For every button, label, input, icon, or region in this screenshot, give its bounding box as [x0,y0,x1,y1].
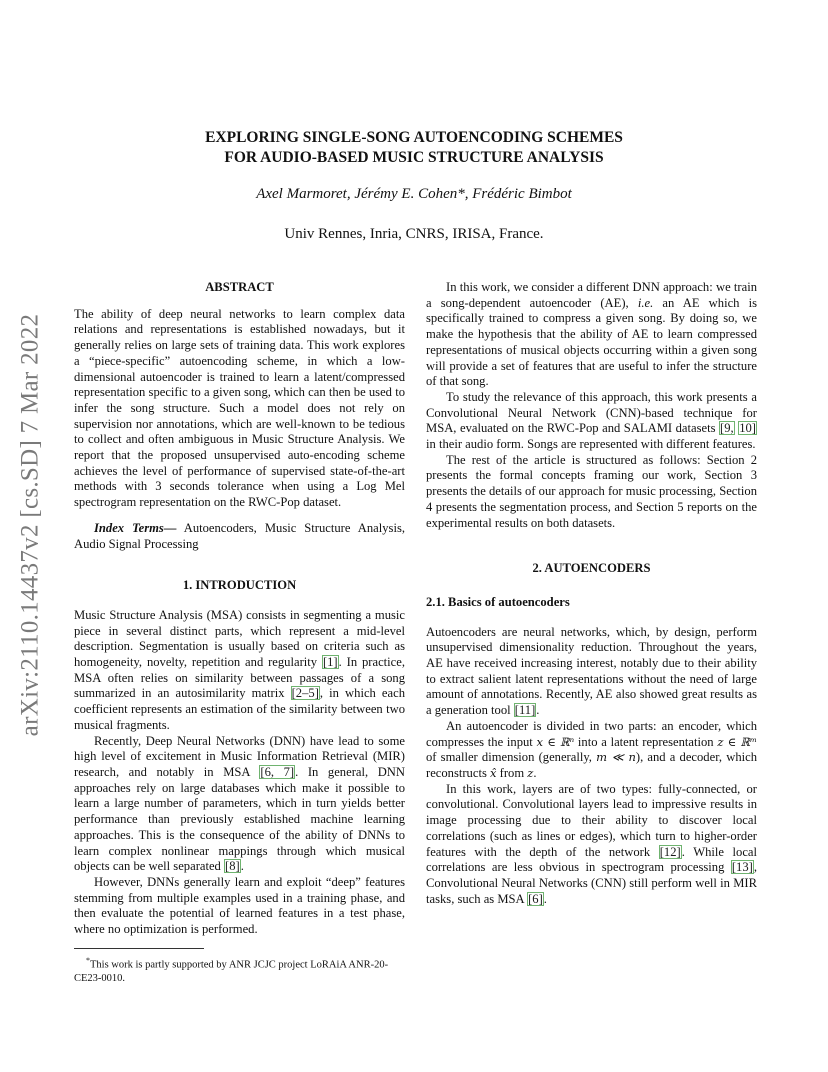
basics-subheading: 2.1. Basics of autoencoders [426,594,570,609]
ae-p2-text-b: into a latent representation [574,734,718,749]
footnote-text: This work is partly supported by ANR JCJC project LoRAiA ANR-20-CE23-0010. [74,959,389,984]
paper-title-line-2: FOR AUDIO-BASED MUSIC STRUCTURE ANALYSIS [224,149,604,166]
footnote [74,954,405,986]
citation-link[interactable]: [9, [720,421,734,436]
citation-link[interactable]: [8] [225,859,240,874]
index-terms [74,521,405,552]
citation-link[interactable]: [13] [731,860,753,875]
ae-p2-text-e: from [496,765,528,780]
intro-p2-text-b: . In general, DNN approaches rely on large databases which make it possible to learn a large number of parameters, which in turn yields better performance than previously established machine learning approaches. This is the consequence of the ability of DNNs to learn complex nonlinear mappings through which musical objects can be well separated [74,764,405,874]
footnote-mark: * [86,956,90,965]
index-terms-label: Index Terms— [94,520,177,535]
citation-link[interactable]: [2–5] [291,686,319,701]
abstract-heading: ABSTRACT [205,280,274,294]
intro-p2-text-c: . [240,859,244,874]
ae-p3-text-a: In this work, layers are of two types: fully-connected, or convolutional. Convolutional layers lead to impressive results in image processing due to their ability to discover local correlations (such as lines or edges), which turn to higher-order features with the depth of the network [426,781,757,859]
citation-link[interactable]: [6] [528,891,543,906]
ae-p3-text-c: , Convolutional Neural Networks (CNN) still perform well in MIR tasks, such as MSA [426,860,757,906]
arxiv-identifier-stamp [10,290,50,760]
ae-p1-text-b: . [536,703,540,718]
ae-paragraph-2 [426,719,757,782]
intro-p2-text-a: Recently, Deep Neural Networks (DNN) have lead to some high level of excitement in Music Information Retrieval (MIR) research, and notably in MSA [74,733,405,779]
introduction-heading: 1. INTRODUCTION [182,578,297,593]
citation-link[interactable]: [12] [659,844,681,859]
intro-paragraph-4 [426,280,757,390]
ae-p2-text-f: . [533,765,537,780]
math-expression: z ∈ ℝᵐ [717,734,757,749]
paper-title [0,128,828,168]
math-expression: x̂ [490,765,497,780]
paper-title-line-1: EXPLORING SINGLE-SONG AUTOENCODING SCHEMES [205,129,623,146]
footnote-divider [74,948,204,949]
abstract-text: The ability of deep neural networks to learn complex data relations and representations is established nowadays, but it generally relies on large sets of training data. This work explores a “piece-specific” autoencoding scheme, in which a low-dimensional autoencoder is trained to learn a latent/compressed representation specific to a given song, which can then be used to infer the song structure. Such a model does not rely on supervision nor annotations, which are well-known to be tedious to collect and often ambiguous in Music Structure Analysis. We report that the proposed unsupervised auto-encoding scheme achieves the level of performance of supervised state-of-the-art methods with 3 seconds tolerance when using a Log Mel spectrogram representation on the RWC-Pop dataset. [74,306,405,510]
intro-p1-text-b: . In practice, MSA often relies on similarity between passages of a song summarized in an autosimilarity matrix [74,655,405,701]
ae-paragraph-1 [426,625,757,719]
ae-p3-text-d: . [543,891,547,906]
intro-paragraph-6: The rest of the article is structured as follows: Section 2 presents the formal concepts framing our work, Section 3 presents the details of our approach for music processing, Section 4 presents the segmentation process, and Section 5 reports on the experimental results on both datasets. [426,452,757,530]
intro-paragraph-1 [74,608,405,734]
intro-p1-text-c: , in which each coefficient represents an estimation of the similarity between two musical fragments. [74,686,406,732]
math-expression: m ≪ n [596,750,636,765]
intro-p4-text-b: an AE which is specifically trained to compress a given song. By doing so, we make the hypothesis that the ability of AE to learn compressed representations of musical objects occurring within a given song will provide a set of features that are useful to infer the structure of that song. [426,295,758,389]
intro-p4-text-a: In this work, we consider a different DNN approach: we train a song-dependent autoencoder (AE), [426,280,757,310]
math-expression: x ∈ ℝⁿ [536,734,575,749]
intro-paragraph-2 [74,734,405,875]
intro-paragraph-3: However, DNNs generally learn and exploit “deep” features stemming from multiple examples used in a training phase, and then evaluate the potential of learned features in a test phase, where no optimization is performed. [74,874,405,937]
citation-link[interactable]: [11] [514,703,536,718]
arxiv-identifier-text: arXiv:2110.14437v2 [cs.SD] 7 Mar 2022 [16,313,43,737]
ae-p2-text-c: of smaller dimension (generally, [426,750,597,765]
ae-p2-text-a: An autoencoder is divided in two parts: an encoder, which compresses the input [426,718,757,749]
autoencoders-heading: 2. AUTOENCODERS [532,561,651,576]
citation-link[interactable]: [1] [322,655,338,670]
intro-p5-text-a: To study the relevance of this approach, this work presents a Convolutional Neural Network (CNN)-based technique for MSA, evaluated on the RWC-Pop and SALAMI datasets [426,389,757,436]
left-column [74,280,405,938]
author-list: Axel Marmoret, Jérémy E. Cohen*, Frédéric Bimbot [256,186,572,202]
index-terms-text: Autoencoders, Music Structure Analysis, Audio Signal Processing [74,520,406,551]
citation-link[interactable]: [6, 7] [260,764,295,779]
math-expression: z [527,765,534,780]
ae-p3-text-b: . While local correlations are less obvious in spectrogram processing [426,844,757,875]
citation-link[interactable]: 10] [739,421,756,436]
intro-p4-ie: i.e. [637,295,654,310]
ae-p2-text-d: ), and a decoder, which reconstructs [426,750,757,780]
intro-p5-text-b: in their audio form. Songs are represented with different features. [426,437,756,452]
affiliation: Univ Rennes, Inria, CNRS, IRISA, France. [284,226,544,242]
intro-paragraph-5 [426,390,757,453]
ae-p1-text-a: Autoencoders are neural networks, which, by design, perform unsupervised dimensionality reduction. Throughout the years, AE have received increasing interest, notably due to their ability to extract salient latent representations without the need of large amount of annotations. Recently, AE also showed great results as a generation tool [426,624,757,718]
intro-p1-text-a: Music Structure Analysis (MSA) consists in segmenting a music piece in several distinct parts, which represent a mid-level description. Segmentation is usually based on criteria such as homogeneity, novelty, repetition and regularity [74,607,405,670]
ae-paragraph-3 [426,782,757,908]
right-column [426,280,757,907]
